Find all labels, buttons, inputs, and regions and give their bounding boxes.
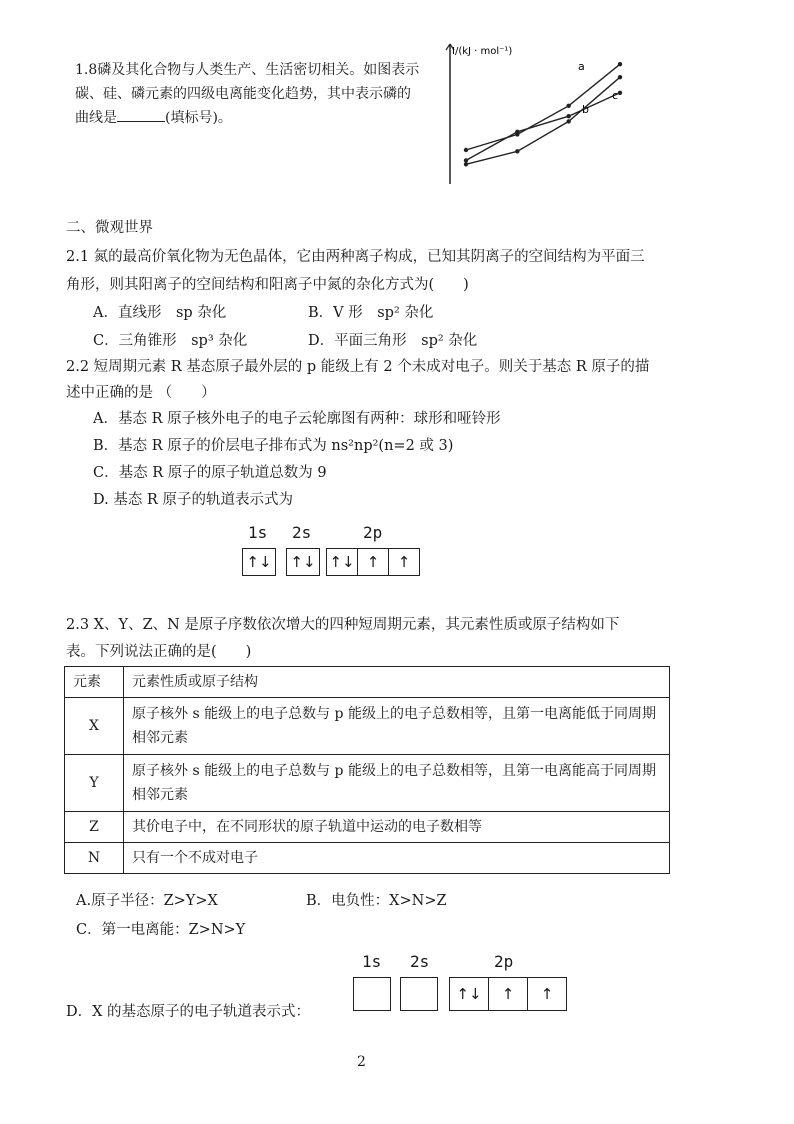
orbital-label-2p: 2p <box>363 523 383 542</box>
series-point-c <box>618 75 622 79</box>
option-2-3-b[interactable]: B．电负性：X>N>Z <box>306 893 447 909</box>
table-header-row <box>65 667 670 698</box>
option-2-2-b[interactable]: B．基态 R 原子的价层电子排布式为 ns²np²(n=2 或 3) <box>93 438 454 454</box>
page-number: 2 <box>357 1054 366 1070</box>
table-cell-desc: 原子核外 s 能级上的电子总数与 p 能级上的电子总数相等，且第一电离能低于同周期相邻元素 <box>124 698 670 755</box>
question-2-1-line-2: 角形，则其阳离子的空间结构和阳离子中氮的杂化方式为( ) <box>66 277 469 293</box>
orbital-cell-2s: ↑↓ <box>290 553 316 571</box>
option-2-3-a[interactable]: A.原子半径：Z>Y>X <box>76 893 218 909</box>
series-point-c <box>566 119 570 123</box>
section-title: 二、微观世界 <box>66 220 153 236</box>
table-row <box>65 698 670 755</box>
option-2-2-d[interactable]: D. 基态 R 原子的轨道表示式为 <box>93 492 293 508</box>
orbital-cell-2p-1: ↑↓ <box>327 549 358 575</box>
series-point-b <box>566 114 570 118</box>
table-cell-element: N <box>65 843 124 874</box>
series-label-a: a <box>578 60 585 74</box>
orbital-d-cell-2s <box>401 978 437 1010</box>
series-line-b <box>466 93 620 161</box>
orbital-box-1s <box>242 548 276 576</box>
orbital-d-box-2s <box>400 977 438 1011</box>
orbital-cell-2p-2: ↑ <box>358 549 389 575</box>
option-2-3-d[interactable]: D．X 的基态原子的电子轨道表示式： <box>66 1004 311 1020</box>
option-2-2-a[interactable]: A．基态 R 原子核外电子的电子云轮廓图有两种：球形和哑铃形 <box>93 411 501 427</box>
orbital-cell-1s: ↑↓ <box>246 553 272 571</box>
series-point-c <box>464 162 468 166</box>
question-2-2-line-1: 2.2 短周期元素 R 基态原子最外层的 p 能级上有 2 个未成对电子。则关于基态 R 原子的描 <box>66 359 650 375</box>
orbital-d-label-2s: 2s <box>410 952 430 971</box>
orbital-cell-2p-3: ↑ <box>397 553 411 571</box>
question-1-8-suffix: (填标号)。 <box>165 110 232 126</box>
question-2-2-line-2: 述中正确的是 （ ） <box>66 385 216 401</box>
table-cell-desc: 只有一个不成对电子 <box>124 843 670 874</box>
option-2-2-c[interactable]: C．基态 R 原子的原子轨道总数为 9 <box>93 465 327 481</box>
option-2-1-c[interactable]: C．三角锥形 sp³ 杂化 <box>93 333 248 349</box>
orbital-d-box-1s <box>353 977 391 1011</box>
table-cell-element: X <box>65 698 124 755</box>
series-point-a <box>464 148 468 152</box>
question-1-8-text: 1.8磷及其化合物与人类生产、生活密切相关。如图表示碳、硅、磷元素的四级电离能变化趋势，其中表示磷的曲线是 <box>75 62 420 126</box>
orbital-box-2p <box>326 548 420 576</box>
orbital-d-cell-1s <box>354 978 390 1010</box>
element-table <box>64 666 670 874</box>
series-point-a <box>566 104 570 108</box>
series-label-c: c <box>612 89 619 103</box>
table-cell-desc: 其价电子中，在不同形状的原子轨道中运动的电子数相等 <box>124 812 670 843</box>
table-header-property: 元素性质或原子结构 <box>124 667 670 698</box>
option-2-1-b[interactable]: B．V 形 sp² 杂化 <box>308 305 434 321</box>
option-2-1-a[interactable]: A．直线形 sp 杂化 <box>93 305 227 321</box>
question-2-3-line-1: 2.3 X、Y、Z、N 是原子序数依次增大的四种短周期元素，其元素性质或原子结构如下 <box>66 617 620 633</box>
table-row <box>65 843 670 874</box>
orbital-box-2s <box>286 548 320 576</box>
series-label-b: b <box>582 102 589 116</box>
series-point-a <box>618 62 622 66</box>
table-cell-desc: 原子核外 s 能级上的电子总数与 p 能级上的电子总数相等，且第一电离能高于同周期相邻元素 <box>124 755 670 812</box>
series-point-b <box>618 91 622 95</box>
orbital-d-cell-2p-3: ↑ <box>540 985 554 1003</box>
orbital-d-label-2p: 2p <box>494 952 514 971</box>
orbital-d-cell-2p-2: ↑ <box>489 978 528 1010</box>
answer-blank[interactable] <box>117 107 165 122</box>
orbital-label-1s: 1s <box>248 523 268 542</box>
ionization-energy-chart <box>436 36 636 186</box>
series-point-b <box>515 130 519 134</box>
orbital-d-box-2p <box>449 977 567 1011</box>
question-2-1-line-1: 2.1 氮的最高价氧化物为无色晶体，它由两种离子构成，已知其阴离子的空间结构为平面三 <box>66 249 645 265</box>
table-cell-element: Y <box>65 755 124 812</box>
orbital-d-label-1s: 1s <box>362 952 382 971</box>
question-2-3-line-2: 表。下列说法正确的是( ) <box>66 644 252 660</box>
orbital-label-2s: 2s <box>292 523 312 542</box>
table-row <box>65 755 670 812</box>
orbital-d-cell-2p-1: ↑↓ <box>450 978 489 1010</box>
table-row <box>65 812 670 843</box>
option-2-3-c[interactable]: C．第一电离能：Z>N>Y <box>76 922 246 938</box>
table-header-element: 元素 <box>65 667 124 698</box>
series-point-b <box>464 158 468 162</box>
option-2-1-d[interactable]: D．平面三角形 sp² 杂化 <box>308 333 478 349</box>
series-point-c <box>515 149 519 153</box>
question-1-8 <box>75 58 420 130</box>
y-axis-label: I/(kJ · mol⁻¹) <box>452 46 513 57</box>
table-cell-element: Z <box>65 812 124 843</box>
